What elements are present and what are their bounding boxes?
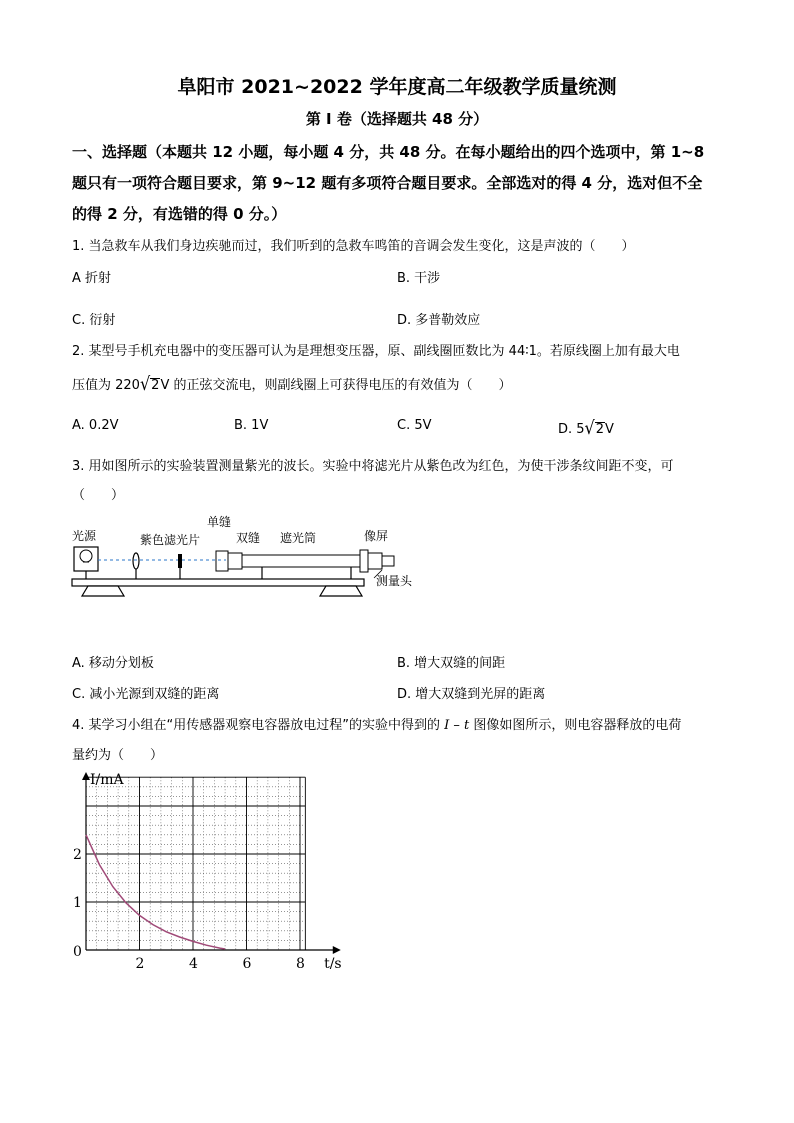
optical-rail xyxy=(72,579,364,586)
question-2-option-c: C. 5V xyxy=(397,418,432,433)
y-tick-label: 1 xyxy=(73,895,82,911)
x-axis-arrow xyxy=(333,946,341,954)
x-tick-label: 0 xyxy=(73,944,82,960)
question-2-stem-line-2 xyxy=(72,374,511,393)
question-4-stem-line-2: 量约为（ ） xyxy=(72,748,164,763)
light-source-box xyxy=(74,547,98,571)
screen-holder xyxy=(360,550,368,572)
chart-y-axis-label: I/mA xyxy=(90,772,124,788)
i-t-symbol: I – t xyxy=(444,718,470,733)
page-title: 阜阳市 2021~2022 学年度高二年级教学质量统测 xyxy=(177,76,617,98)
section-instruction-line-3: 的得 2 分，有选错的得 0 分。） xyxy=(72,205,287,223)
question-2-option-d xyxy=(558,418,614,437)
question-1-option-c: C. 衍射 xyxy=(72,313,116,328)
x-tick-label: 8 xyxy=(296,956,305,972)
question-3-option-d: D. 增大双缝到光屏的距离 xyxy=(397,687,546,702)
light-shield-tube xyxy=(242,555,360,567)
x-tick-label: 2 xyxy=(135,956,145,972)
question-2-option-b: B. 1V xyxy=(234,418,269,433)
y-tick-label: 2 xyxy=(73,847,82,863)
rail-foot-left xyxy=(82,586,124,596)
chart-axes xyxy=(82,772,341,954)
label-color-filter: 紫色滤光片 xyxy=(140,533,201,547)
section-instruction-line-2: 题只有一项符合题目要求，第 9~12 题有多项符合题目要求。全部选对的得 4 分，选对但不全 xyxy=(72,174,703,192)
chart-tick-labels xyxy=(73,847,305,972)
question-2-line-2-prefix: 压值为 220 xyxy=(72,378,140,393)
label-light-source: 光源 xyxy=(72,529,97,543)
y-axis-arrow xyxy=(82,772,90,780)
x-tick-label: 4 xyxy=(189,956,198,972)
question-2-option-a: A. 0.2V xyxy=(72,418,119,433)
sqrt-radicand: 2 xyxy=(595,422,605,437)
question-3-option-a: A. 移动分划板 xyxy=(72,656,154,671)
rail-foot-right xyxy=(320,586,362,596)
color-filter xyxy=(178,554,182,568)
filter-lens xyxy=(133,553,139,569)
bulb-icon xyxy=(80,550,92,562)
double-slit-holder xyxy=(228,553,242,569)
label-screen: 像屏 xyxy=(364,529,389,543)
question-1-stem: 1. 当急救车从我们身边疾驰而过，我们听到的急救车鸣笛的音调会发生变化，这是声波的（ ） xyxy=(72,239,635,254)
eyepiece-ring xyxy=(368,553,382,569)
sqrt-symbol: √2 xyxy=(139,372,160,395)
section-subtitle: 第 I 卷（选择题共 48 分） xyxy=(305,110,489,128)
section-instruction-line-1: 一、选择题（本题共 12 小题，每小题 4 分，共 48 分。在每小题给出的四个选项中，第 1~8 xyxy=(72,143,705,161)
double-slit-apparatus-figure xyxy=(66,510,426,608)
i-t-chart xyxy=(60,770,350,975)
x-tick-label: 6 xyxy=(242,956,252,972)
label-single-slit: 单缝 xyxy=(207,515,232,529)
label-double-slit: 双缝 xyxy=(236,531,261,545)
measuring-head xyxy=(382,556,394,566)
question-4-line-1-prefix: 4. 某学习小组在“用传感器观察电容器放电过程”的实验中得到的 xyxy=(72,718,445,733)
question-3-stem-line-1: 3. 用如图所示的实验装置测量紫光的波长。实验中将滤光片从紫色改为红色，为使干涉条纹间距不变，可 xyxy=(72,459,674,474)
question-2-option-d-prefix: D. 5 xyxy=(558,422,585,437)
discharge-curve xyxy=(86,835,225,949)
single-slit-holder xyxy=(216,551,228,571)
sqrt-radicand: 2 xyxy=(151,378,160,393)
chart-x-axis-label: t/s xyxy=(324,956,342,972)
question-2-option-d-suffix: V xyxy=(605,422,614,437)
question-4-line-1-suffix: 图像如图所示，则电容器释放的电荷 xyxy=(469,718,682,733)
question-3-option-c: C. 减小光源到双缝的距离 xyxy=(72,687,220,702)
chart-grid xyxy=(86,777,305,950)
question-3-option-b: B. 增大双缝的间距 xyxy=(397,656,506,671)
question-4-stem-line-1 xyxy=(72,714,681,733)
label-tube: 遮光筒 xyxy=(280,531,317,545)
question-2-stem-line-1: 2. 某型号手机充电器中的变压器可认为是理想变压器，原、副线圈匝数比为 44∶1。若原线圈上加有最大电 xyxy=(72,344,680,359)
question-1-option-d: D. 多普勒效应 xyxy=(397,313,481,328)
question-1-option-b: B. 干涉 xyxy=(397,271,441,286)
question-1-option-a: A 折射 xyxy=(72,271,112,286)
question-3-stem-line-2: （ ） xyxy=(72,488,125,503)
question-2-line-2-suffix: V 的正弦交流电，则副线圈上可获得电压的有效值为（ ） xyxy=(160,378,512,393)
label-gauge: 测量头 xyxy=(376,574,413,588)
sqrt-symbol: √2 xyxy=(584,416,605,439)
